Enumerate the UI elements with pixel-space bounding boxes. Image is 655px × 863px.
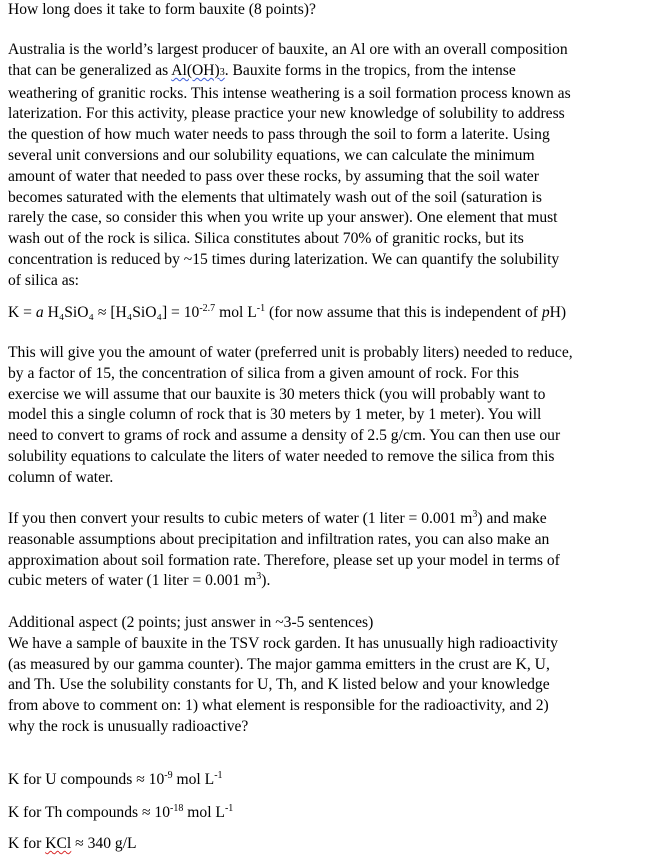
text-line: becomes saturated with the elements that ultimately wash out of the soil (saturation is — [8, 188, 542, 206]
text-line: reasonable assumptions about precipitation and infiltration rates, you can also make an — [8, 530, 550, 548]
question-title: How long does it take to form bauxite (8 points)? — [8, 1, 316, 18]
text-line: rarely the case, so consider this when you write up your answer). One element that must — [8, 209, 558, 227]
model-paragraph — [8, 343, 648, 489]
text-line: by a factor of 15, the concentration of silica from a given amount of rock. For this — [8, 364, 519, 382]
text-line: If you then convert your results to cubic meters of water (1 liter = 0.001 $m^3$) and make — [8, 509, 547, 527]
text-line: amount of water that needed to pass over these rocks, by assuming that the soil water — [8, 167, 539, 185]
additional-aspect-paragraph — [8, 613, 648, 738]
solubility-equation: K = a $H_4SiO_4 \approx [H_4SiO_4] = 10^{-2.7}$ mol $L^{-1}$ (for now assume that this is independent of pH) — [8, 303, 567, 321]
text-line: wash out of the rock is silica. Silica constitutes about 70% of granitic rocks, but its — [8, 230, 524, 248]
chemical-formula: Al(OH)3 — [171, 61, 225, 79]
text-line: column of water. — [8, 468, 114, 486]
text-line: exercise we will assume that our bauxite is 30 meters thick (you will probably want to — [8, 385, 546, 403]
text-line: solubility equations to calculate the liters of water needed to remove the silica from this — [8, 447, 555, 465]
text-line: that can be generalized as Al(OH)3. Bauxite forms in the tropics, from the intense — [8, 61, 516, 79]
k-thorium: K for Th compounds ≈ $10^{-18}$ mol $L^{-1}$ — [8, 803, 234, 821]
text-line: (as measured by our gamma counter). The major gamma emitters in the crust are K, U, — [8, 655, 550, 673]
text-line: approximation about soil formation rate. Therefore, please set up your model in terms of — [8, 551, 560, 569]
text-line: laterization. For this activity, please practice your new knowledge of solubility to address — [8, 105, 565, 123]
text-line: need to convert to grams of rock and assume a density of 2.5 g/cm. You can then use our — [8, 427, 561, 445]
text-line: several unit conversions and our solubility equations, we can calculate the minimum — [8, 146, 535, 164]
text-line: We have a sample of bauxite in the TSV rock garden. It has unusually high radioactivity — [8, 634, 558, 652]
text-line: and Th. Use the solubility constants for U, Th, and K listed below and your knowledge — [8, 676, 550, 694]
text-line: of silica as: — [8, 271, 80, 289]
kcl-formula: KCl — [45, 835, 72, 852]
text-line: cubic meters of water (1 liter = 0.001 $m^3$). — [8, 571, 271, 590]
conversion-paragraph — [8, 509, 648, 592]
text-line: the question of how much water needs to pass through the soil to form a laterite. Using — [8, 126, 550, 144]
text-line: weathering of granitic rocks. This intense weathering is a soil formation process known as — [8, 84, 571, 102]
text-line: Australia is the world’s largest producer of bauxite, an Al ore with an overall composition — [8, 41, 568, 58]
intro-paragraph — [8, 40, 648, 292]
text-line: model this a single column of rock that is 30 meters by 1 meter, by 1 meter). You will — [8, 406, 542, 424]
text-line: This will give you the amount of water (preferred unit is probably liters) needed to reduce, — [8, 344, 573, 361]
text-line: from above to comment on: 1) what element is responsible for the radioactivity, and 2) — [8, 697, 549, 715]
k-uranium: K for U compounds ≈ $10^{-9}$ mol $L^{-1}$ — [8, 770, 223, 788]
text-line: concentration is reduced by ~15 times during laterization. We can quantify the solubility — [8, 250, 560, 268]
k-potassium-chloride: K for KCl ≈ 340 g/L — [8, 835, 137, 852]
text-line: why the rock is unusually radioactive? — [8, 717, 249, 735]
text-line: Additional aspect (2 points; just answer in ~3-5 sentences) — [8, 614, 374, 631]
